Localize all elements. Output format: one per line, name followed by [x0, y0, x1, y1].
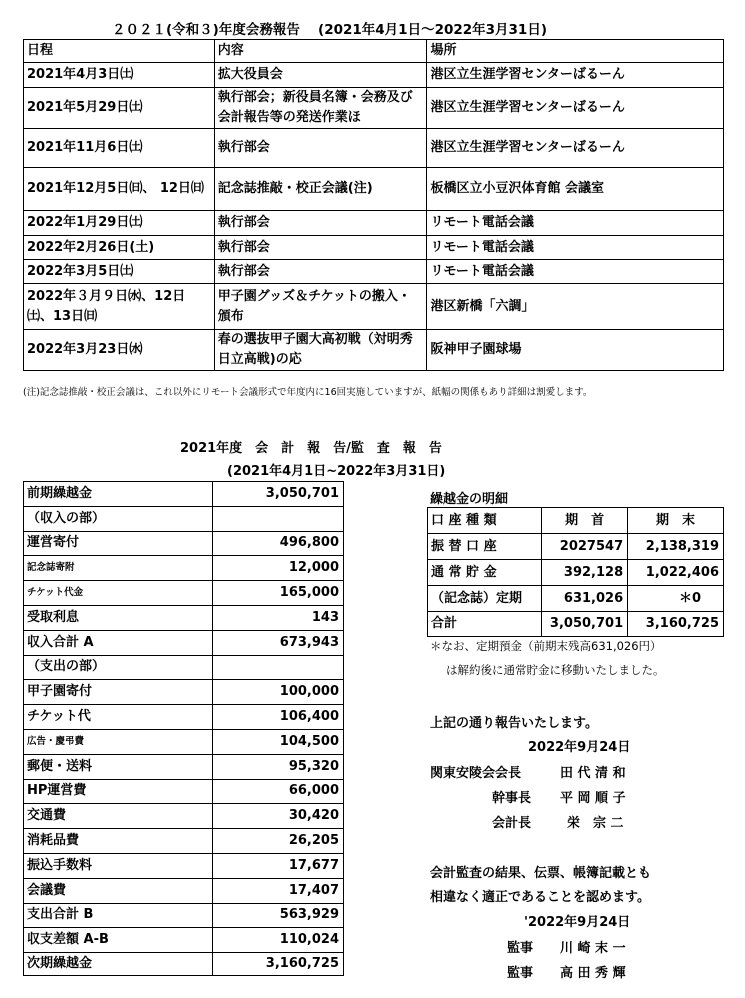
start-value: 2027547: [542, 534, 628, 560]
account-value: 26,205: [213, 829, 344, 854]
account-value: 30,420: [213, 804, 344, 829]
table-row: [24, 284, 724, 330]
account-label: 次期繰越金: [24, 953, 213, 976]
row-content: 執行部会: [214, 236, 427, 260]
balance-note-1: ＊なお、定期預金（前期末残高631,026円）: [430, 639, 662, 653]
auditor-role-1: 監事: [507, 941, 534, 956]
row-place: リモート電話会議: [427, 211, 724, 236]
account-label: （収入の部）: [24, 506, 213, 531]
auditor-name-2: 高 田 秀 輝: [560, 966, 626, 981]
accounts-title: 2021年度 会 計 報 告/監 査 報 告: [180, 441, 442, 456]
account-value: 3,160,725: [213, 953, 344, 976]
account-row: [24, 705, 344, 730]
row-date: 2021年11月6日㈯: [24, 129, 215, 168]
account-value: 17,407: [213, 878, 344, 903]
row-date: 2022年1月29日㈯: [24, 211, 215, 236]
account-value: 66,000: [213, 779, 344, 804]
row-date: 2022年3月5日㈯: [24, 260, 215, 284]
account-value: 12,000: [213, 556, 344, 581]
account-label: HP運営費: [24, 779, 213, 804]
account-row: [24, 581, 344, 606]
treasurer-role: 会計長: [492, 816, 532, 831]
account-label: 受取利息: [24, 605, 213, 630]
account-label: 記念誌寄附: [24, 556, 213, 581]
row-date: 2021年5月29日㈯: [24, 88, 215, 129]
account-value: 104,500: [213, 729, 344, 754]
account-label: 広告・慶弔費: [24, 729, 213, 754]
account-type: 振 替 口 座: [428, 534, 542, 560]
table-row: [24, 88, 724, 129]
account-row: [24, 878, 344, 903]
report-note: (注)記念誌推敲・校正会議は、これ以外にリモート会議形式で年度内に16回実施していますが、紙幅の関係もあり詳細は割愛します。: [23, 387, 593, 398]
account-row: [24, 506, 344, 531]
account-row: [24, 680, 344, 705]
table-row: [24, 211, 724, 236]
row-content: 拡大役員会: [214, 63, 427, 88]
report-table: [23, 39, 724, 371]
account-row: [24, 953, 344, 976]
end-value: ＊0: [628, 586, 724, 612]
account-row: [24, 853, 344, 878]
table-row: [24, 330, 724, 371]
account-label: （支出の部）: [24, 655, 213, 680]
account-row: [24, 556, 344, 581]
row-place: 港区立生涯学習センターばるーん: [427, 88, 724, 129]
row-date: 2021年4月3日㈯: [24, 63, 215, 88]
account-value: 110,024: [213, 928, 344, 953]
row-place: 港区新橋「六調」: [427, 284, 724, 330]
account-label: 前期繰越金: [24, 482, 213, 507]
account-value: 143: [213, 605, 344, 630]
account-row: [24, 754, 344, 779]
report-title: ２０２１(令和３)年度会務報告 (2021年4月1日～2022年3月31日): [112, 22, 547, 38]
accounts-period: (2021年4月1日~2022年3月31日): [227, 464, 446, 479]
table-row: [428, 534, 724, 560]
header-place: 場所: [427, 40, 724, 63]
account-row: [24, 928, 344, 953]
header-content: 内容: [214, 40, 427, 63]
row-date: 2022年3月23日㈬: [24, 330, 215, 371]
account-row: [24, 829, 344, 854]
account-row: [24, 779, 344, 804]
header-period-end: 期 末: [628, 508, 724, 534]
row-date: 2021年12月5日㈰、 12日㈰: [24, 168, 215, 211]
account-value: [213, 655, 344, 680]
accounts-table: [23, 481, 344, 976]
account-type: （記念誌）定期: [428, 586, 542, 612]
account-label: 支出合計 B: [24, 903, 213, 928]
end-value: 1,022,406: [628, 560, 724, 586]
account-row: [24, 903, 344, 928]
end-value: 2,138,319: [628, 534, 724, 560]
secretary-role: 幹事長: [492, 791, 532, 806]
account-label: 振込手数料: [24, 853, 213, 878]
row-place: 港区立生涯学習センターばるーん: [427, 63, 724, 88]
row-place: リモート電話会議: [427, 236, 724, 260]
row-content: 甲子園グッズ＆チケットの搬入・頒布: [214, 284, 427, 330]
auditor-name-1: 川 崎 末 一: [560, 941, 626, 956]
account-label: 会議費: [24, 878, 213, 903]
balance-table: [427, 507, 724, 637]
start-value: 3,050,701: [542, 612, 628, 637]
account-value: 106,400: [213, 705, 344, 730]
account-value: 165,000: [213, 581, 344, 606]
table-row: [428, 612, 724, 637]
account-row: [24, 655, 344, 680]
balance-header-row: [428, 508, 724, 534]
account-row: [24, 482, 344, 507]
row-content: 執行部会: [214, 260, 427, 284]
start-value: 631,026: [542, 586, 628, 612]
row-content: 執行部会；新役員名簿・会務及び会計報告等の発送作業ほ: [214, 88, 427, 129]
treasurer-name: 栄 宗 二: [567, 816, 624, 831]
row-date: 2022年３月９日㈬、12日㈯、13日㈰: [24, 284, 215, 330]
account-value: 563,929: [213, 903, 344, 928]
account-value: 673,943: [213, 630, 344, 655]
account-row: [24, 729, 344, 754]
account-row: [24, 531, 344, 556]
account-value: [213, 506, 344, 531]
table-row: [24, 168, 724, 211]
balance-note-2: は解約後に通常貯金に移動いたしました。: [446, 663, 665, 677]
table-row: [24, 63, 724, 88]
signoff-line: 上記の通り報告いたします。: [430, 716, 598, 731]
end-value: 3,160,725: [628, 612, 724, 637]
account-label: 甲子園寄付: [24, 680, 213, 705]
table-row: [24, 129, 724, 168]
row-content: 執行部会: [214, 211, 427, 236]
row-content: 春の選抜甲子園大高初戦（対明秀日立高戦)の応: [214, 330, 427, 371]
start-value: 392,128: [542, 560, 628, 586]
secretary-name: 平 岡 順 子: [560, 791, 626, 806]
table-row: [24, 260, 724, 284]
balance-title: 繰越金の明細: [430, 492, 509, 507]
account-value: 17,677: [213, 853, 344, 878]
row-place: 板橋区立小豆沢体育館 会議室: [427, 168, 724, 211]
signoff-date: 2022年9月24日: [528, 740, 631, 755]
row-content: 記念誌推敲・校正会議(注): [214, 168, 427, 211]
table-row: [428, 560, 724, 586]
president-role: 関東安陵会会長: [430, 766, 522, 781]
account-row: [24, 630, 344, 655]
auditor-role-2: 監事: [507, 966, 534, 981]
account-label: 収支差額 A-B: [24, 928, 213, 953]
audit-line-1: 会計監査の結果、伝票、帳簿記載とも: [430, 866, 652, 881]
row-place: 港区立生涯学習センターばるーん: [427, 129, 724, 168]
account-label: チケット代: [24, 705, 213, 730]
account-value: 496,800: [213, 531, 344, 556]
account-value: 95,320: [213, 754, 344, 779]
account-label: 収入合計 A: [24, 630, 213, 655]
row-place: 阪神甲子園球場: [427, 330, 724, 371]
row-date: 2022年2月26日(土): [24, 236, 215, 260]
audit-line-2: 相違なく適正であることを認めます。: [430, 890, 650, 905]
header-date: 日程: [24, 40, 215, 63]
header-period-start: 期 首: [542, 508, 628, 534]
account-type: 通 常 貯 金: [428, 560, 542, 586]
table-row: [428, 586, 724, 612]
row-place: リモート電話会議: [427, 260, 724, 284]
account-label: チケット代金: [24, 581, 213, 606]
account-value: 100,000: [213, 680, 344, 705]
table-row: [24, 236, 724, 260]
account-row: [24, 804, 344, 829]
account-label: 交通費: [24, 804, 213, 829]
row-content: 執行部会: [214, 129, 427, 168]
president-name: 田 代 清 和: [560, 766, 626, 781]
account-type: 合計: [428, 612, 542, 637]
account-value: 3,050,701: [213, 482, 344, 507]
account-label: 郵便・送料: [24, 754, 213, 779]
audit-date: '2022年9月24日: [524, 915, 631, 930]
header-account-type: 口 座 種 類: [428, 508, 542, 534]
account-row: [24, 605, 344, 630]
report-header-row: [24, 40, 724, 63]
account-label: 運営寄付: [24, 531, 213, 556]
account-label: 消耗品費: [24, 829, 213, 854]
